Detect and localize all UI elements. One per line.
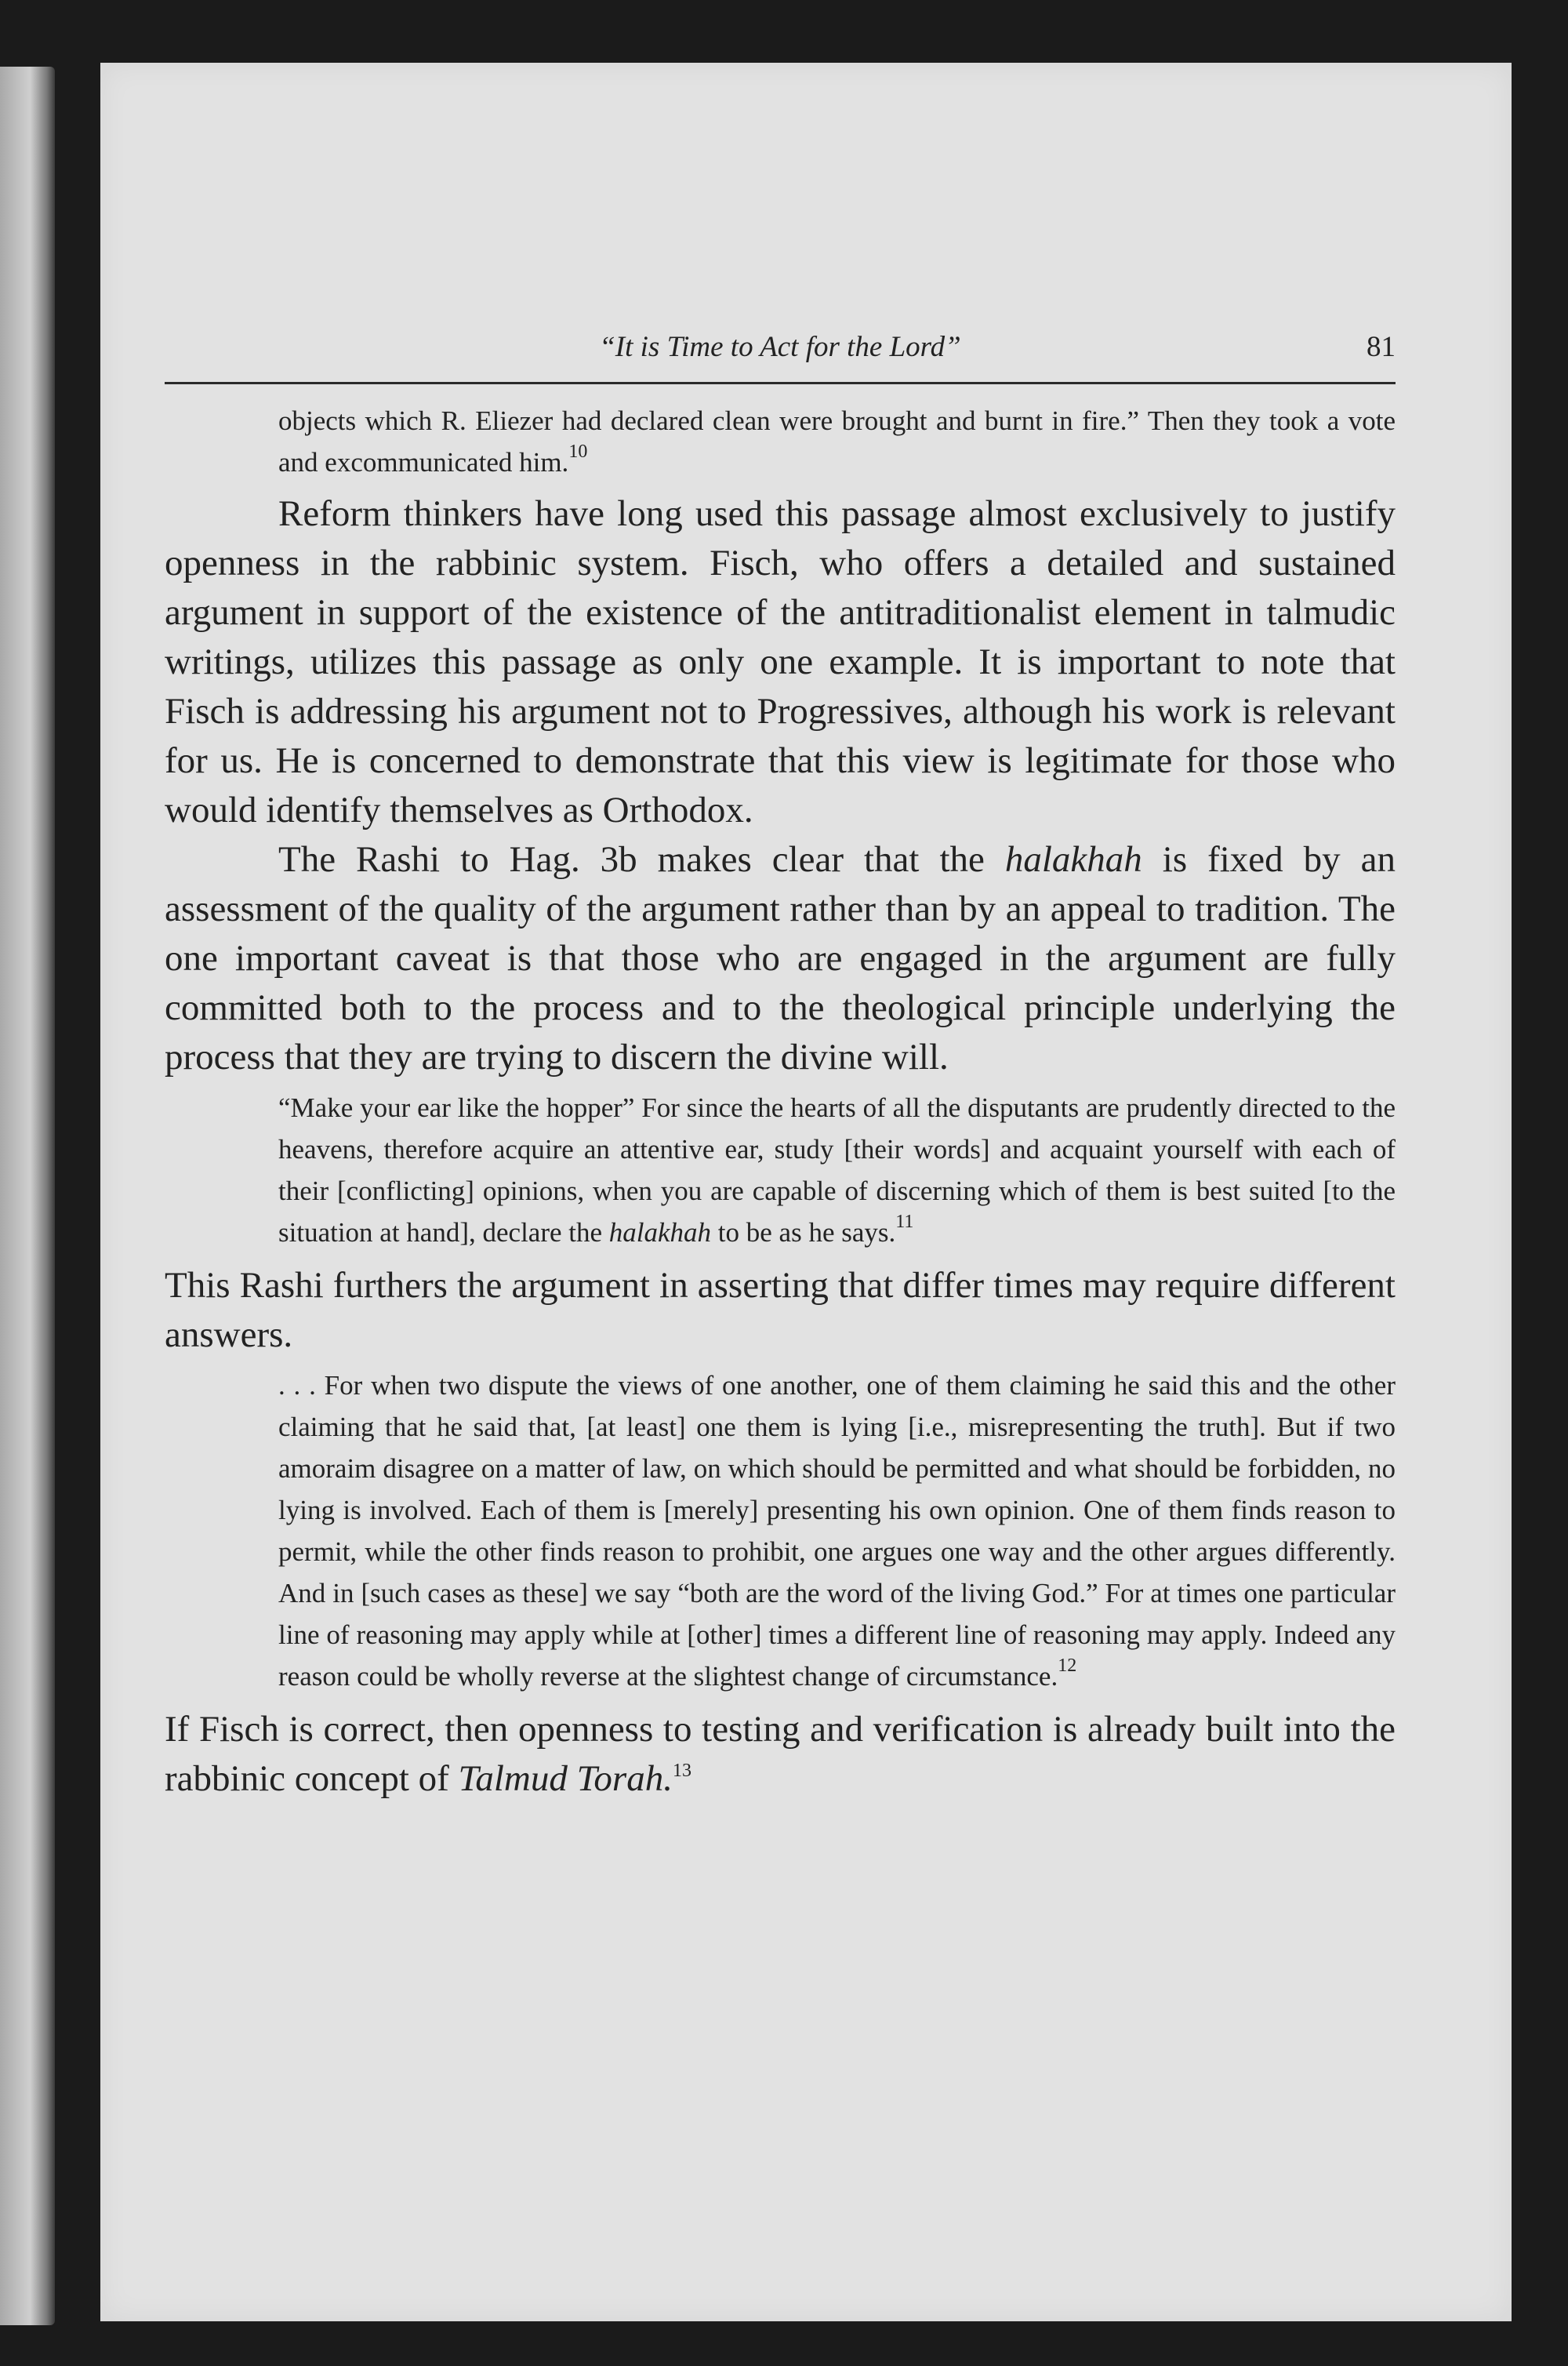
block-quote-2-text-a: “Make your ear like the hopper” For since the hearts of all the disputants are prudently directed to the heavens, therefore acquire an attentive ear, study [their words] and acquaint yourself with each of their [conflicting] opinions, when you are capable of discerning which of them is best suited [to the situation at hand], declare the xyxy=(278,1092,1396,1248)
term-talmud-torah: Talmud Torah. xyxy=(458,1758,673,1799)
block-quote-3-text: . . . For when two dispute the views of one another, one of them claiming he said this and the other claiming that he said that, [at least] one them is lying [i.e., misrepresenting the truth]. But if two amoraim disagree on a matter of law, on which should be permitted and what should be forbidden, no lying is involved. Each of them is [merely] presenting his own opinion. One of them finds reason to permit, while the other finds reason to prohibit, one argues one way and the other argues differently. And in [such cases as these] we say “both are the word of the living God.” For at times one particular line of reasoning may apply while at [other] times a different line of reasoning may apply. Indeed any reason could be wholly reverse at the slightest change of circumstance. xyxy=(278,1370,1396,1692)
block-quote-2 xyxy=(278,1087,1396,1253)
block-quote-2-text-b: to be as he says. xyxy=(711,1217,896,1248)
term-halakhah: halakhah xyxy=(608,1217,712,1248)
footnote-ref-11: 11 xyxy=(895,1212,914,1232)
page-content xyxy=(165,325,1396,1804)
block-quote-1 xyxy=(278,400,1396,483)
block-quote-1-text: objects which R. Eliezer had declared clean were brought and burnt in fire.” Then they took a vote and excommunicated him. xyxy=(278,405,1396,478)
footnote-ref-10: 10 xyxy=(568,442,588,462)
block-quote-3 xyxy=(278,1365,1396,1697)
term-halakhah: halakhah xyxy=(1004,839,1142,880)
paragraph-3: This Rashi furthers the argument in asserting that differ times may require different answers. xyxy=(165,1265,1396,1355)
running-head-title: “It is Time to Act for the Lord” xyxy=(599,331,961,363)
facing-page-edge xyxy=(0,67,55,2325)
paragraph-1: Reform thinkers have long used this passage almost exclusively to justify openness in the rabbinic system. Fisch, who offers a detailed and sustained argument in support of the existence of the antitraditionalist element in talmudic writings, utilizes this passage as only one example. It is important to note that Fisch is addressing his argument not to Progressives, although his work is relevant for us. He is concerned to demonstrate that this view is legitimate for those who would identify themselves as Orthodox. xyxy=(165,493,1396,830)
paragraph-2-text-b: is fixed by an assessment of the quality of the argument rather than by an appeal to tradition. The one important caveat is that those who are engaged in the argument are fully committed both to the process and to the theological principle underlying the process that they are trying to discern the divine will. xyxy=(165,839,1396,1078)
paragraph-2-text-a: The Rashi to Hag. 3b makes clear that the xyxy=(278,839,1005,880)
page-number: 81 xyxy=(1367,331,1396,363)
book-page xyxy=(100,63,1512,2321)
paragraph-2 xyxy=(165,835,1396,1082)
footnote-ref-12: 12 xyxy=(1058,1655,1077,1676)
paragraph-4-text: If Fisch is correct, then openness to testing and verification is already built into the rabbinic concept of xyxy=(165,1709,1396,1799)
footnote-ref-13: 13 xyxy=(672,1761,691,1781)
running-head xyxy=(165,325,1396,384)
paragraph-4 xyxy=(165,1705,1396,1804)
